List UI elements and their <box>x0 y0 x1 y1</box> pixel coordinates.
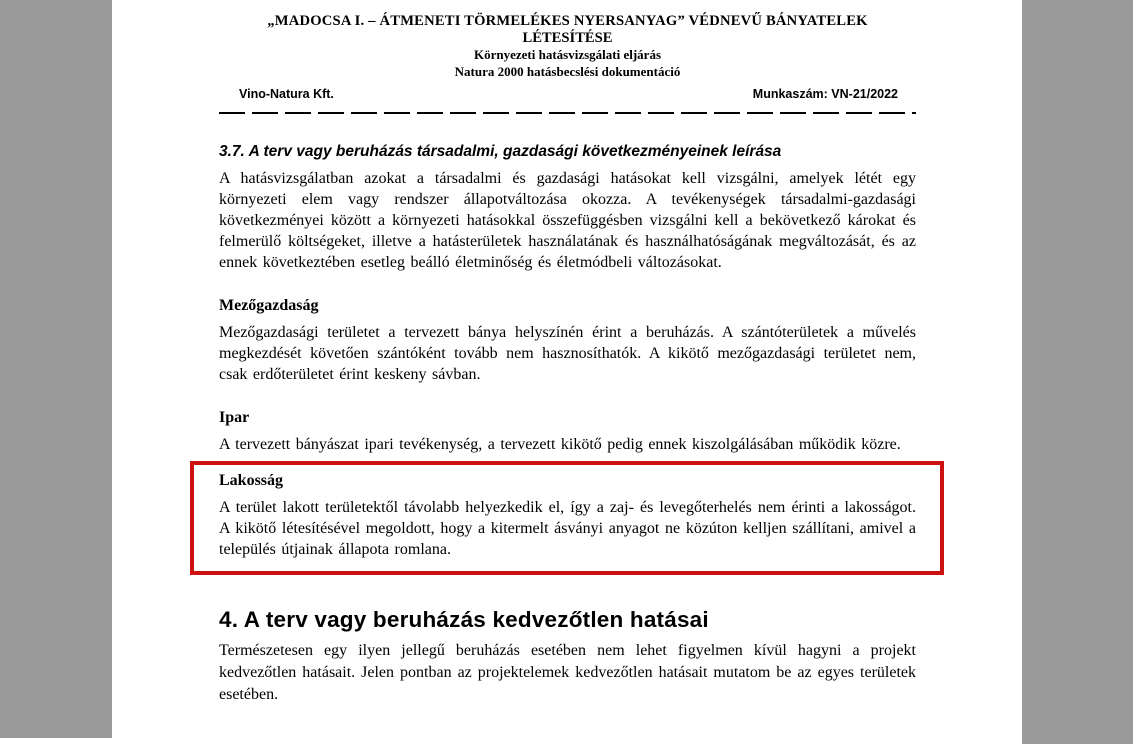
subsection-industry <box>219 407 916 455</box>
viewer-margin-left <box>0 0 112 738</box>
subsection-population-paragraph: A terület lakott területektől távolabb helyezkedik el, így a zaj- és levegőterhelés nem érinti a lakosságot. A kikötő létesítésével megoldott, hogy a kitermelt ásványi anyagot ne közúton kelljen szállítani, amivel a település útjainak állapota romlana. <box>219 499 916 558</box>
subsection-agriculture-paragraph: Mezőgazdasági területet a tervezett bánya helyszínén érint a beruházás. A szántóterületek a művelés megkezdését követően szántóként tovább nem hasznosíthatók. A kikötő mezőgazdasági területet nem, csak erdőterületet érint keskeny sávban. <box>219 324 916 383</box>
section-3-7-heading: 3.7. A terv vagy beruházás társadalmi, gazdasági következményeinek leírása <box>219 143 782 160</box>
subsection-agriculture <box>219 295 916 385</box>
section-3-7 <box>219 142 916 273</box>
section-4 <box>219 607 916 706</box>
page-content <box>219 0 916 706</box>
header-meta-row <box>219 87 916 101</box>
document-header <box>219 0 916 114</box>
subsection-agriculture-heading: Mezőgazdaság <box>219 297 319 314</box>
section-4-paragraph: Természetesen egy ilyen jellegű beruházás esetében nem lehet figyelmen kívül hagyni a projekt kedvezőtlen hatásait. Jelen pontban az projektelemek kedvezőtlen hatásait mutatom be az egyes területek esetében. <box>219 642 916 703</box>
subsection-population <box>219 470 916 560</box>
company-name: Vino-Natura Kft. <box>239 87 334 101</box>
subsection-industry-heading: Ipar <box>219 409 250 426</box>
subsection-population-heading: Lakosság <box>219 472 284 489</box>
viewer-margin-right <box>1022 0 1133 744</box>
section-4-heading: 4. A terv vagy beruházás kedvezőtlen hatásai <box>219 607 709 632</box>
document-subtitle-procedure: Környezeti hatásvizsgálati eljárás <box>473 47 661 62</box>
document-page <box>112 0 1022 744</box>
red-highlight-annotation <box>190 461 944 575</box>
document-title-line1: „MADOCSA I. – ÁTMENETI TÖRMELÉKES NYERSANYAG” VÉDNEVŰ BÁNYATELEK <box>267 13 868 29</box>
subsection-industry-paragraph: A tervezett bányászat ipari tevékenység, a tervezett kikötő pedig ennek kiszolgálásában működik közre. <box>219 436 901 453</box>
document-title-line2: LÉTESÍTÉSE <box>522 30 613 46</box>
section-3-7-paragraph: A hatásvizsgálatban azokat a társadalmi és gazdasági hatásokat kell vizsgálni, amelyek létét egy környezeti elem vagy rendszer állapotváltozása okozza. A tevékenységek társadalmi-gazdasági következményei között a környezeti hatásokkal összefüggésben vizsgálni kell a bekövetkező károkat és felmerülő költségeket, illetve a hatásterületek használatának és használhatóságának megváltozását, és az ennek következtében esetleg beálló életminőség és életmódbeli változásokat. <box>219 170 916 271</box>
document-subtitle-natura2000: Natura 2000 hatásbecslési dokumentáció <box>454 63 681 79</box>
job-number: Munkaszám: VN-21/2022 <box>752 87 898 101</box>
header-divider <box>219 112 916 114</box>
